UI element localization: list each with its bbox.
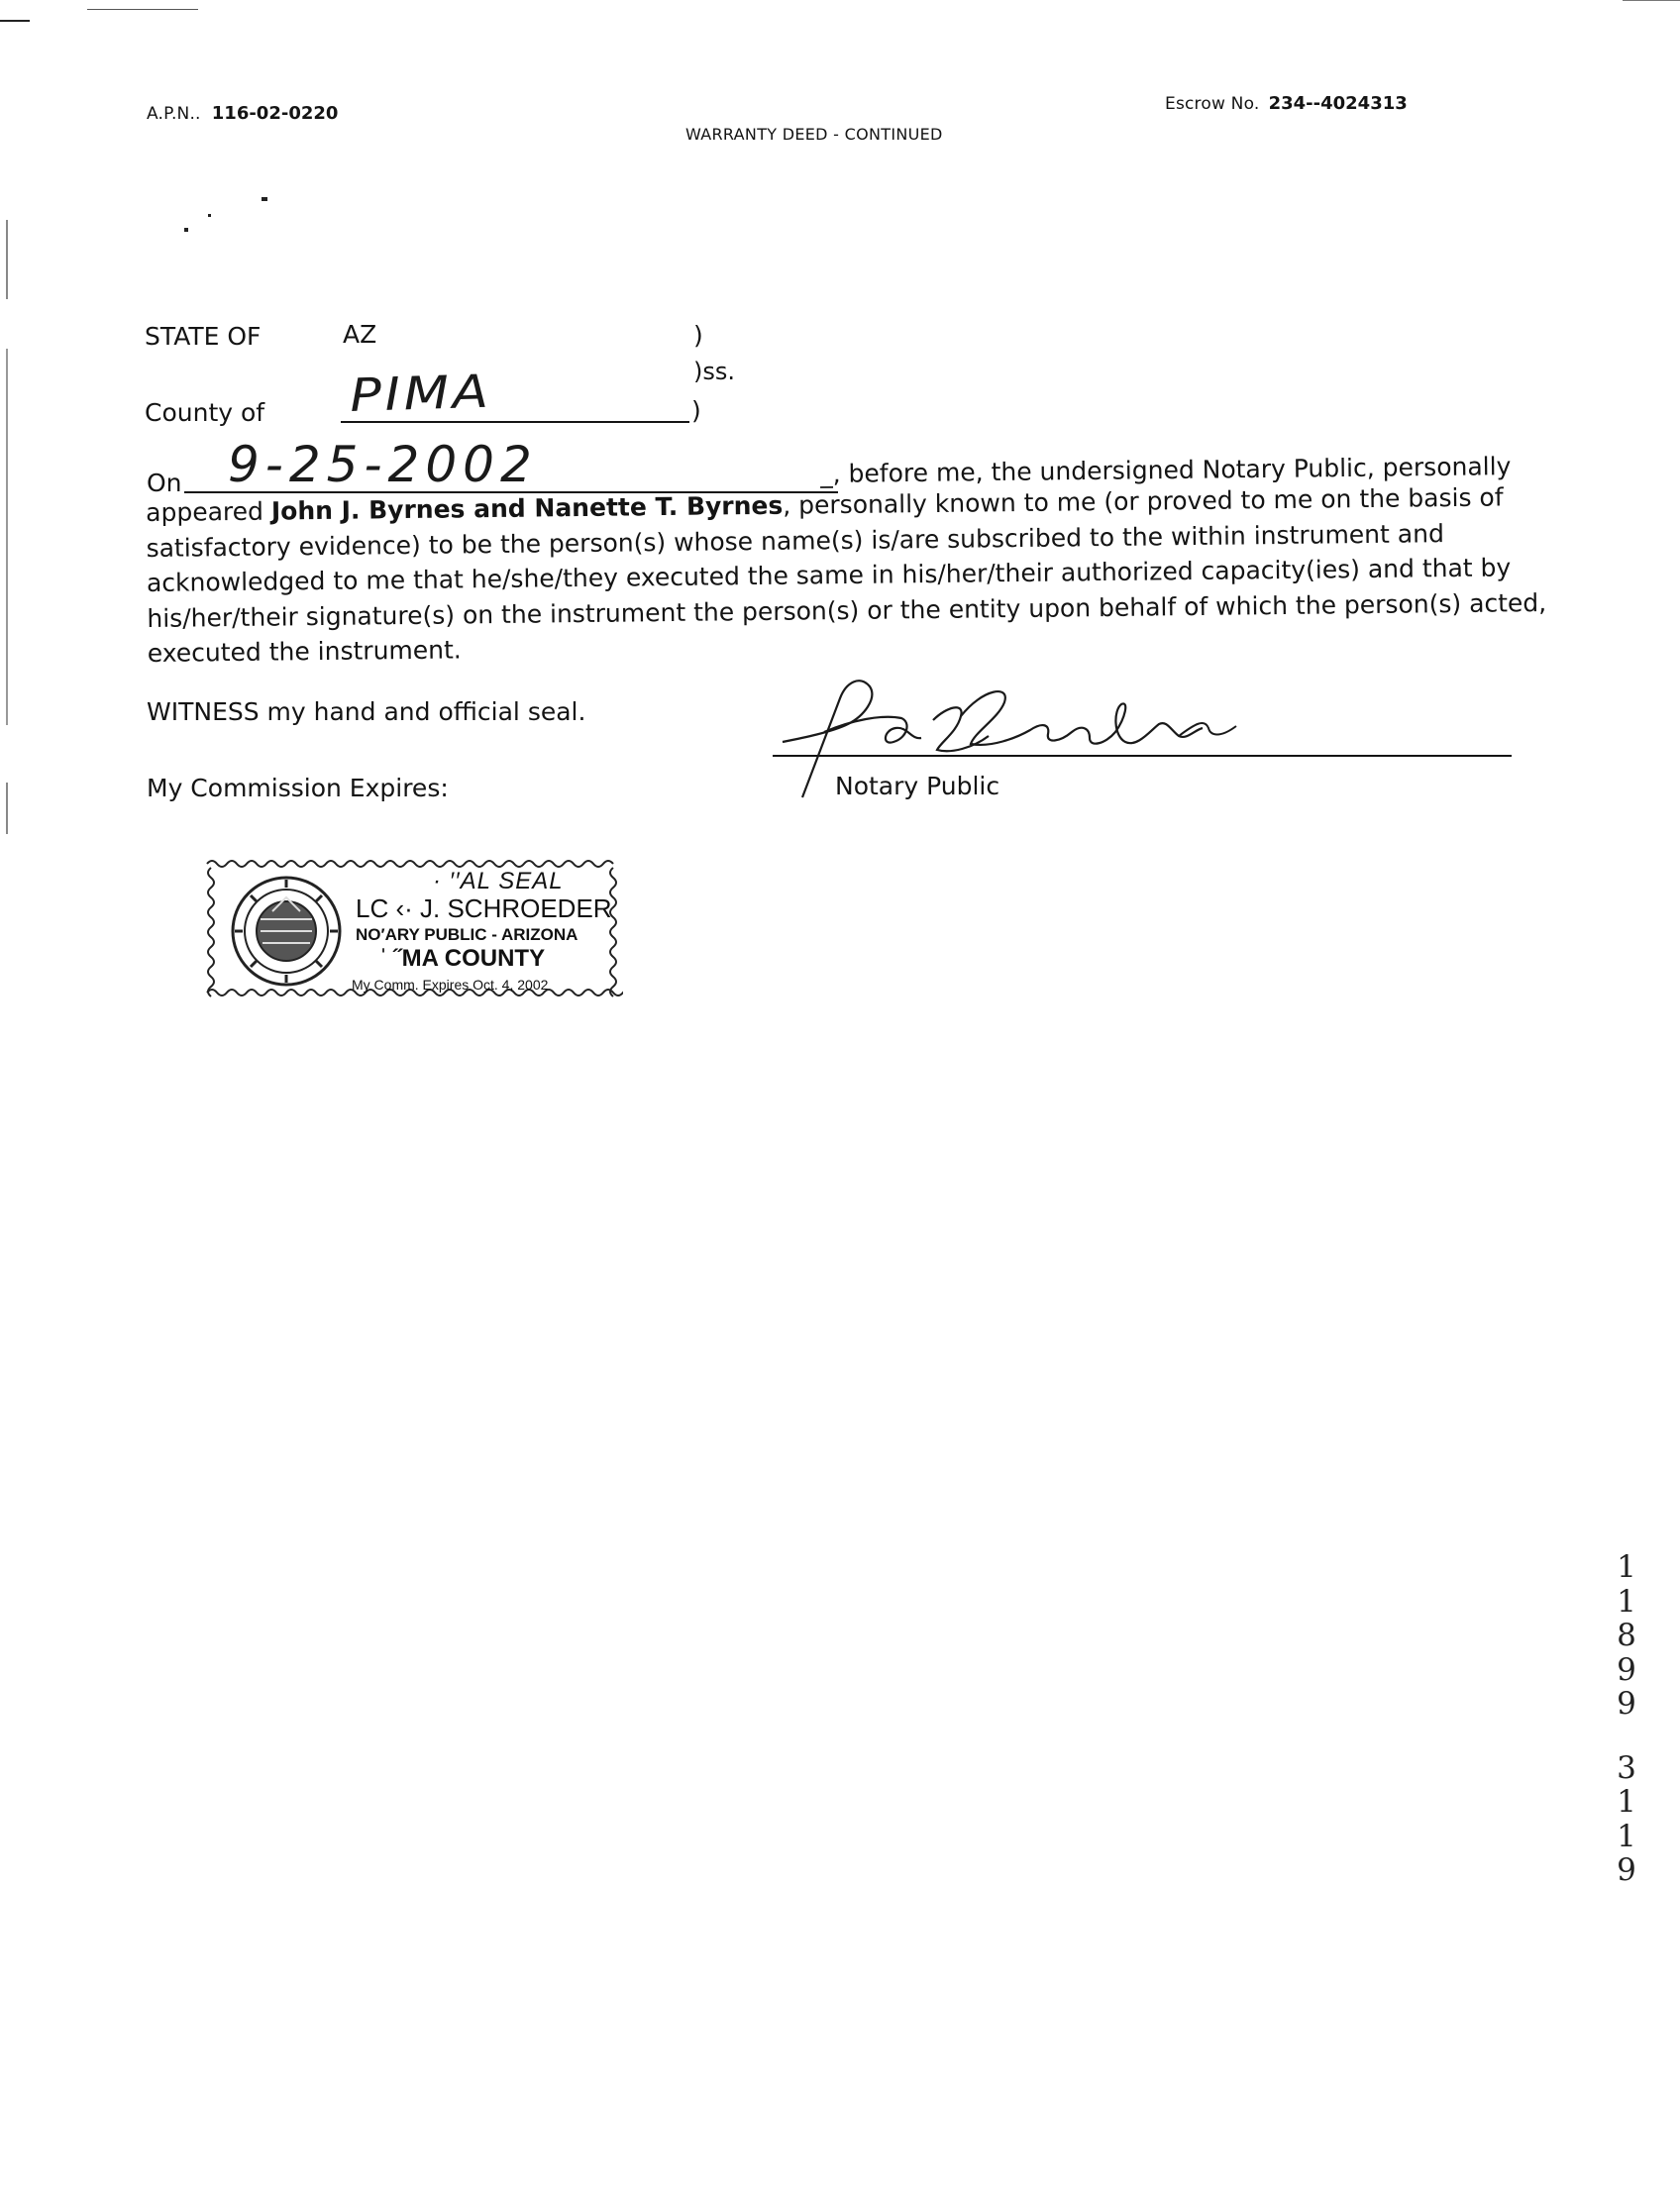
witness-text: WITNESS my hand and official seal. — [147, 697, 586, 726]
margin-gap — [1610, 1722, 1643, 1751]
margin-digit: 8 — [1617, 1618, 1636, 1653]
escrow-value: 234--4024313 — [1268, 93, 1408, 114]
county-label: County of — [145, 398, 265, 427]
persons-names: John J. Byrnes and Nanette T. Byrnes — [270, 490, 784, 526]
on-label: On — [147, 469, 182, 497]
ack-line-6: executed the instrument. — [147, 635, 462, 668]
margin-digit: 9 — [1617, 1852, 1636, 1888]
scan-edge-line-3 — [6, 783, 8, 834]
seal-line-4: ˈ ˝MA COUNTY — [379, 945, 546, 972]
scan-speck-3 — [184, 228, 188, 232]
margin-digit: 9 — [1617, 1686, 1636, 1722]
margin-digit: 1 — [1617, 1549, 1636, 1585]
ack-line-3: satisfactory evidence) to be the person(s) whose name(s) is/are subscribed to the within instrument and — [146, 518, 1445, 563]
county-handwritten: PIMA — [349, 364, 493, 422]
notary-public-label: Notary Public — [835, 772, 1000, 800]
apn — [147, 103, 338, 124]
ack-line-5: his/her/their signature(s) on the instrument the person(s) or the entity upon behalf of which the person(s) acted, — [147, 587, 1547, 633]
seal-line-2: LC ‹· J. SCHROEDER — [356, 893, 612, 923]
scan-edge-line-2 — [6, 349, 8, 725]
apn-label: A.P.N.. — [147, 104, 201, 124]
margin-digit: 1 — [1617, 1818, 1636, 1854]
date-handwritten: 9-25-2002 — [228, 436, 538, 493]
document-title: WARRANTY DEED - CONTINUED — [685, 125, 943, 144]
scan-mark-top-right — [1623, 0, 1680, 1]
county-underline — [341, 421, 689, 423]
notary-seal — [203, 854, 623, 1004]
ack-line-1-suffix: _, before me, the undersigned Notary Public, personally — [820, 452, 1512, 488]
ack-line-4: acknowledged to me that he/she/they executed the same in his/her/their authorized capacity(ies) and that by — [146, 553, 1512, 597]
ack-line-2-suffix: , personally known to me (or proved to me on the basis of — [783, 482, 1504, 520]
margin-digit: 3 — [1617, 1749, 1636, 1786]
paren-3: ) — [691, 396, 701, 425]
ack-paragraph — [146, 479, 1547, 671]
escrow-label: Escrow No. — [1165, 94, 1260, 114]
escrow — [1165, 93, 1408, 114]
scan-speck-1 — [262, 197, 267, 201]
margin-digit: 9 — [1617, 1651, 1636, 1688]
margin-digit: 1 — [1617, 1583, 1636, 1620]
apn-value: 116-02-0220 — [211, 103, 339, 124]
seal-line-1: · ′′AL SEAL — [433, 868, 564, 894]
scan-mark-top-line — [87, 9, 198, 10]
scan-edge-line-1 — [6, 220, 8, 299]
scan-mark-top-left — [0, 20, 30, 22]
seal-line-5: My Comm. Expires Oct. 4, 2002 — [352, 977, 549, 993]
scan-speck-2 — [208, 214, 211, 217]
state-label: STATE OF — [145, 322, 262, 351]
margin-digit: 1 — [1617, 1784, 1636, 1820]
state-value: AZ — [343, 320, 377, 349]
ss-marker: )ss. — [693, 358, 735, 385]
seal-line-3: NO′ARY PUBLIC - ARIZONA — [356, 925, 578, 944]
commission-label: My Commission Expires: — [147, 774, 449, 802]
paren-1: ) — [693, 321, 703, 350]
appeared-prefix: appeared — [146, 496, 272, 527]
margin-recording-number — [1610, 1550, 1643, 1888]
